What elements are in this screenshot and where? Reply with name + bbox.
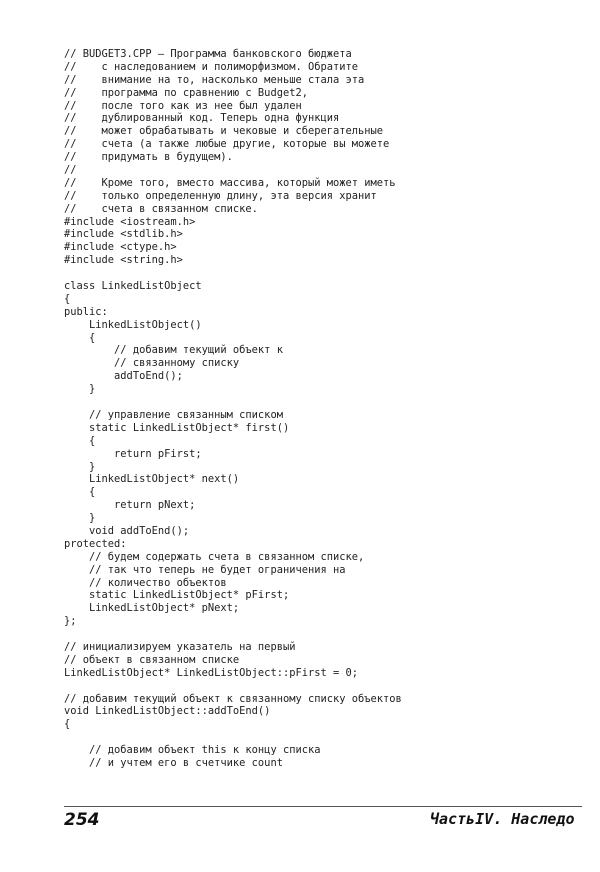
running-title: ЧастьIV. Наследо bbox=[430, 810, 575, 828]
code-line: #include <string.h> bbox=[64, 254, 183, 267]
code-line: // bbox=[64, 164, 77, 177]
code-line: #include <stdlib.h> bbox=[64, 228, 183, 241]
code-line bbox=[64, 396, 402, 409]
code-line: { bbox=[64, 486, 96, 499]
code-line: // добавим текущий объект к связанному списку объектов bbox=[64, 692, 402, 705]
code-line: // может обрабатывать и чековые и сберегательные bbox=[64, 125, 384, 138]
code-line: // объект в связанном списке bbox=[64, 653, 240, 666]
code-line bbox=[64, 267, 402, 280]
code-line: // связанному списку bbox=[64, 357, 240, 370]
code-line: // инициализируем указатель на первый bbox=[64, 640, 296, 653]
code-line: // Кроме того, вместо массива, который может иметь bbox=[64, 176, 396, 189]
code-line: { bbox=[64, 718, 71, 731]
code-line: // так что теперь не будет ограничения на bbox=[64, 563, 346, 576]
code-line: // управление связанным списком bbox=[64, 408, 283, 421]
code-line: return pFirst; bbox=[64, 447, 202, 460]
code-line: } bbox=[64, 383, 96, 396]
code-line: // будем содержать счета в связанном списке, bbox=[64, 550, 365, 563]
code-line: void LinkedListObject::addToEnd() bbox=[64, 705, 271, 718]
code-line: LinkedListObject() bbox=[64, 318, 202, 331]
code-line: void addToEnd(); bbox=[64, 524, 190, 537]
code-line: } bbox=[64, 512, 96, 525]
code-line: // с наследованием и полиморфизмом. Обратите bbox=[64, 60, 359, 73]
code-line: { bbox=[64, 331, 96, 344]
code-line: { bbox=[64, 292, 71, 305]
code-line bbox=[64, 731, 402, 744]
code-line: // и учтем его в счетчике count bbox=[64, 756, 283, 769]
code-line: static LinkedListObject* first() bbox=[64, 421, 290, 434]
code-line: { bbox=[64, 434, 96, 447]
code-line: // придумать в будущем). bbox=[64, 151, 233, 164]
footer-divider bbox=[64, 806, 582, 807]
code-line: addToEnd(); bbox=[64, 370, 183, 383]
code-line: // BUDGET3.CPP — Программа банковского бюджета bbox=[64, 48, 352, 60]
code-line: // счета в связанном списке. bbox=[64, 202, 258, 215]
code-line: static LinkedListObject* pFirst; bbox=[64, 589, 290, 602]
code-line: // после того как из нее был удален bbox=[64, 99, 302, 112]
code-line: LinkedListObject* next() bbox=[64, 473, 240, 486]
code-line: protected: bbox=[64, 537, 127, 550]
code-line: // программа по сравнению с Budget2, bbox=[64, 86, 308, 99]
code-line: }; bbox=[64, 615, 77, 628]
code-line: LinkedListObject* pNext; bbox=[64, 602, 240, 615]
code-line: return pNext; bbox=[64, 499, 196, 512]
code-line: #include <ctype.h> bbox=[64, 241, 177, 254]
code-line: public: bbox=[64, 305, 108, 318]
code-line: class LinkedListObject bbox=[64, 280, 202, 293]
code-line: LinkedListObject* LinkedListObject::pFirst = 0; bbox=[64, 666, 359, 679]
code-line: // добавим текущий объект к bbox=[64, 344, 283, 357]
code-line: // внимание на то, насколько меньше стала эта bbox=[64, 73, 365, 86]
code-line: #include <iostream.h> bbox=[64, 215, 196, 228]
code-line: // количество объектов bbox=[64, 576, 227, 589]
code-line: // дублированный код. Теперь одна функция bbox=[64, 112, 340, 125]
code-line bbox=[64, 628, 402, 641]
code-line bbox=[64, 680, 402, 693]
page-number: 254 bbox=[64, 810, 100, 830]
code-line: // только определенную длину, эта версия хранит bbox=[64, 189, 377, 202]
code-listing bbox=[64, 48, 402, 770]
code-line: } bbox=[64, 460, 96, 473]
code-line: // добавим объект this к концу списка bbox=[64, 744, 321, 757]
code-line: // счета (а также любые другие, которые вы можете bbox=[64, 138, 390, 151]
